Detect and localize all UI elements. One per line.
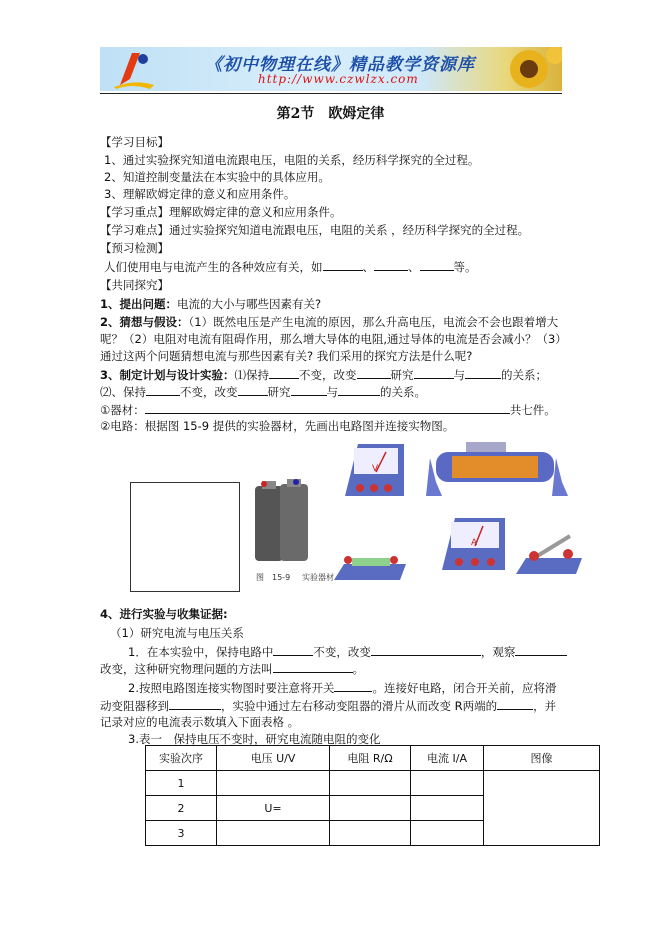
table-cell[interactable]	[411, 821, 484, 846]
figure-caption-text: 实验器材	[302, 573, 334, 582]
difficulty-text: 通过实验探究知道电流跟电压，电阻的关系 ，经历科学探究的全过程。	[169, 223, 530, 237]
objective-item: 1、通过实验探究知道电流跟电压，电阻的关系，经历科学探究的全过程。	[104, 153, 480, 167]
answer-blank[interactable]	[273, 660, 353, 673]
step-2: 2.按照电路图连接实物图时要注意将开关 。连接好电路，闭合开关前，应将滑	[128, 681, 557, 695]
table-cell[interactable]	[330, 821, 411, 846]
table-cell[interactable]	[217, 771, 330, 796]
ammeter-icon	[437, 514, 512, 576]
question-4: 4、进行实验与收集证据:	[100, 607, 228, 621]
table-caption: 3.表一 保持电压不变时，研究电流随电阻的变化	[128, 732, 381, 746]
step-1: 1．在本实验中，保持电路中 不变，改变 ，观察	[128, 643, 567, 660]
difficulty-label: 【学习难点】	[100, 223, 169, 237]
question-2: 2、猜想与假设：（1）既然电压是产生电流的原因，那么升高电压，电流会不会也跟着增大	[100, 315, 559, 329]
answer-blank[interactable]	[465, 366, 501, 379]
circuit-line: ②电路：根据图 15-9 提供的实验器材，先画出电路图并连接实物图。	[100, 419, 455, 433]
answer-blank[interactable]	[273, 643, 313, 656]
answer-blank[interactable]	[146, 383, 180, 396]
answer-blank[interactable]	[338, 383, 380, 396]
logo-icon	[110, 49, 158, 89]
ammeter-letter: A	[471, 538, 478, 548]
sunflower-icon	[495, 47, 562, 91]
table-cell[interactable]	[217, 821, 330, 846]
step-1-line: 改变，这种研究物理问题的方法叫 。	[100, 662, 364, 676]
question-2-line: 通过这两个问题猜想电流与那些因素有关? 我们采用的探究方法是什么呢?	[100, 349, 473, 363]
voltmeter-icon	[340, 440, 410, 502]
objectives-label: 【学习目标】	[100, 135, 169, 149]
table-cell[interactable]	[411, 771, 484, 796]
data-table	[145, 745, 600, 846]
table-header: 电流 I/A	[411, 746, 484, 771]
answer-blank[interactable]	[374, 258, 408, 271]
key-point-text: 理解欧姆定律的意义和应用条件。	[169, 205, 342, 219]
rheostat-icon	[422, 438, 572, 500]
step-2-line: 动变阻器移到 ，实验中通过左右移动变阻器的滑片从而改变 R两端的 ，并	[100, 699, 557, 713]
equipment-line: ①器材： 共七件。	[100, 403, 556, 417]
question-4-sub: （1）研究电流与电压关系	[110, 626, 244, 640]
answer-blank[interactable]	[323, 258, 363, 271]
banner-url: http://www.czwlzx.com	[258, 72, 419, 86]
question-3-line: ⑵、保持 不变，改变 研究 与 的关系。	[100, 385, 426, 399]
step-2-line: 记录对应的电流表示数填入下面表格 。	[100, 715, 300, 729]
explore-label: 【共同探究】	[100, 278, 169, 292]
answer-blank[interactable]	[169, 697, 221, 710]
table-cell[interactable]	[411, 796, 484, 821]
answer-blank[interactable]	[420, 258, 454, 271]
table-cell[interactable]	[330, 796, 411, 821]
preview-label: 【预习检测】	[100, 241, 169, 255]
table-header: 电阻 R/Ω	[330, 746, 411, 771]
header-banner	[100, 47, 562, 91]
table-cell: 2	[146, 796, 217, 821]
objective-item: 3、理解欧姆定律的意义和应用条件。	[104, 187, 296, 201]
switch-icon	[512, 530, 587, 582]
key-point-label: 【学习重点】	[100, 205, 169, 219]
question-1: 1、提出问题：电流的大小与哪些因素有关?	[100, 297, 322, 311]
table-cell: 1	[146, 771, 217, 796]
question-3: 3、制定计划与设计实验：⑴保持 不变，改变 研究 与 的关系；	[100, 368, 548, 382]
table-header-row	[146, 746, 600, 771]
preview-question: 人们使用电与电流产生的各种效应有关，如 、 、 等。	[104, 260, 477, 274]
key-point	[100, 204, 342, 220]
answer-blank[interactable]	[269, 366, 299, 379]
resistor-icon	[330, 548, 410, 590]
table-cell: 3	[146, 821, 217, 846]
answer-blank[interactable]	[291, 383, 327, 396]
table-cell[interactable]: U=	[217, 796, 330, 821]
table-header: 电压 U/V	[217, 746, 330, 771]
question-2-line: 呢？（2）电阻对电流有阻碍作用，那么增大导体的电阻,通过导体的电流是否会减小？（3）	[100, 332, 567, 346]
answer-blank[interactable]	[357, 366, 391, 379]
answer-blank[interactable]	[497, 697, 533, 710]
graph-cell[interactable]	[484, 771, 600, 846]
table-header: 实验次序	[146, 746, 217, 771]
figure-caption-num: 图 15-9	[256, 573, 291, 582]
header-rule	[100, 93, 562, 94]
answer-blank[interactable]	[371, 643, 481, 656]
page-title: 第2节 欧姆定律	[276, 106, 385, 122]
answer-blank[interactable]	[515, 643, 567, 656]
banner-title: 《初中物理在线》精品教学资源库	[205, 55, 475, 75]
table-cell[interactable]	[330, 771, 411, 796]
circuit-drawing-box[interactable]	[130, 482, 240, 592]
answer-blank[interactable]	[238, 383, 268, 396]
table-row	[146, 771, 600, 796]
voltmeter-letter: V	[372, 464, 379, 474]
answer-blank[interactable]	[414, 366, 454, 379]
table-header: 图像	[484, 746, 600, 771]
objective-item: 2、知道控制变量法在本实验中的具体应用。	[104, 170, 330, 184]
answer-blank[interactable]	[334, 679, 372, 692]
answer-blank[interactable]	[145, 401, 510, 414]
difficulty	[100, 222, 529, 238]
